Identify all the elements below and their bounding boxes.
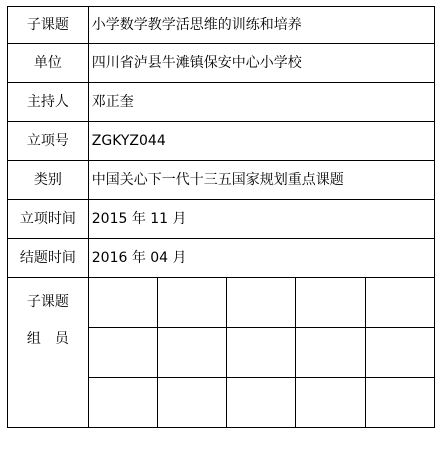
member-cell[interactable] <box>227 378 296 428</box>
value-start-time: 2015 年 11 月 <box>88 200 434 239</box>
row-category <box>8 161 435 200</box>
value-host: 邓正奎 <box>88 83 434 122</box>
member-cell[interactable] <box>227 278 296 328</box>
value-project-number: ZGKYZ044 <box>88 122 434 161</box>
member-cell[interactable] <box>365 278 434 328</box>
member-cell[interactable] <box>296 378 365 428</box>
label-category: 类别 <box>8 161 89 200</box>
row-start-time <box>8 200 435 239</box>
member-cell[interactable] <box>157 378 226 428</box>
row-end-time <box>8 239 435 278</box>
label-start-time: 立项时间 <box>8 200 89 239</box>
value-subproject: 小学数学教学活思维的训练和培养 <box>88 7 434 44</box>
project-info-table <box>7 6 435 428</box>
value-category: 中国关心下一代十三五国家规划重点课题 <box>88 161 434 200</box>
value-unit: 四川省泸县牛滩镇保安中心小学校 <box>88 44 434 83</box>
member-cell[interactable] <box>88 278 157 328</box>
row-subproject <box>8 7 435 44</box>
members-label-line1: 子课题 <box>26 294 69 310</box>
member-cell[interactable] <box>88 378 157 428</box>
member-cell[interactable] <box>157 328 226 378</box>
member-cell[interactable] <box>365 378 434 428</box>
member-cell[interactable] <box>365 328 434 378</box>
label-project-number: 立项号 <box>8 122 89 161</box>
row-unit <box>8 44 435 83</box>
row-project-number <box>8 122 435 161</box>
member-cell[interactable] <box>296 328 365 378</box>
label-members <box>8 278 89 428</box>
member-cell[interactable] <box>227 328 296 378</box>
value-end-time: 2016 年 04 月 <box>88 239 434 278</box>
label-host: 主持人 <box>8 83 89 122</box>
members-row-1 <box>8 278 435 328</box>
label-unit: 单位 <box>8 44 89 83</box>
label-end-time: 结题时间 <box>8 239 89 278</box>
label-subproject: 子课题 <box>8 7 89 44</box>
members-label-line2: 组员 <box>26 330 83 347</box>
row-host <box>8 83 435 122</box>
member-cell[interactable] <box>296 278 365 328</box>
member-cell[interactable] <box>157 278 226 328</box>
member-cell[interactable] <box>88 328 157 378</box>
